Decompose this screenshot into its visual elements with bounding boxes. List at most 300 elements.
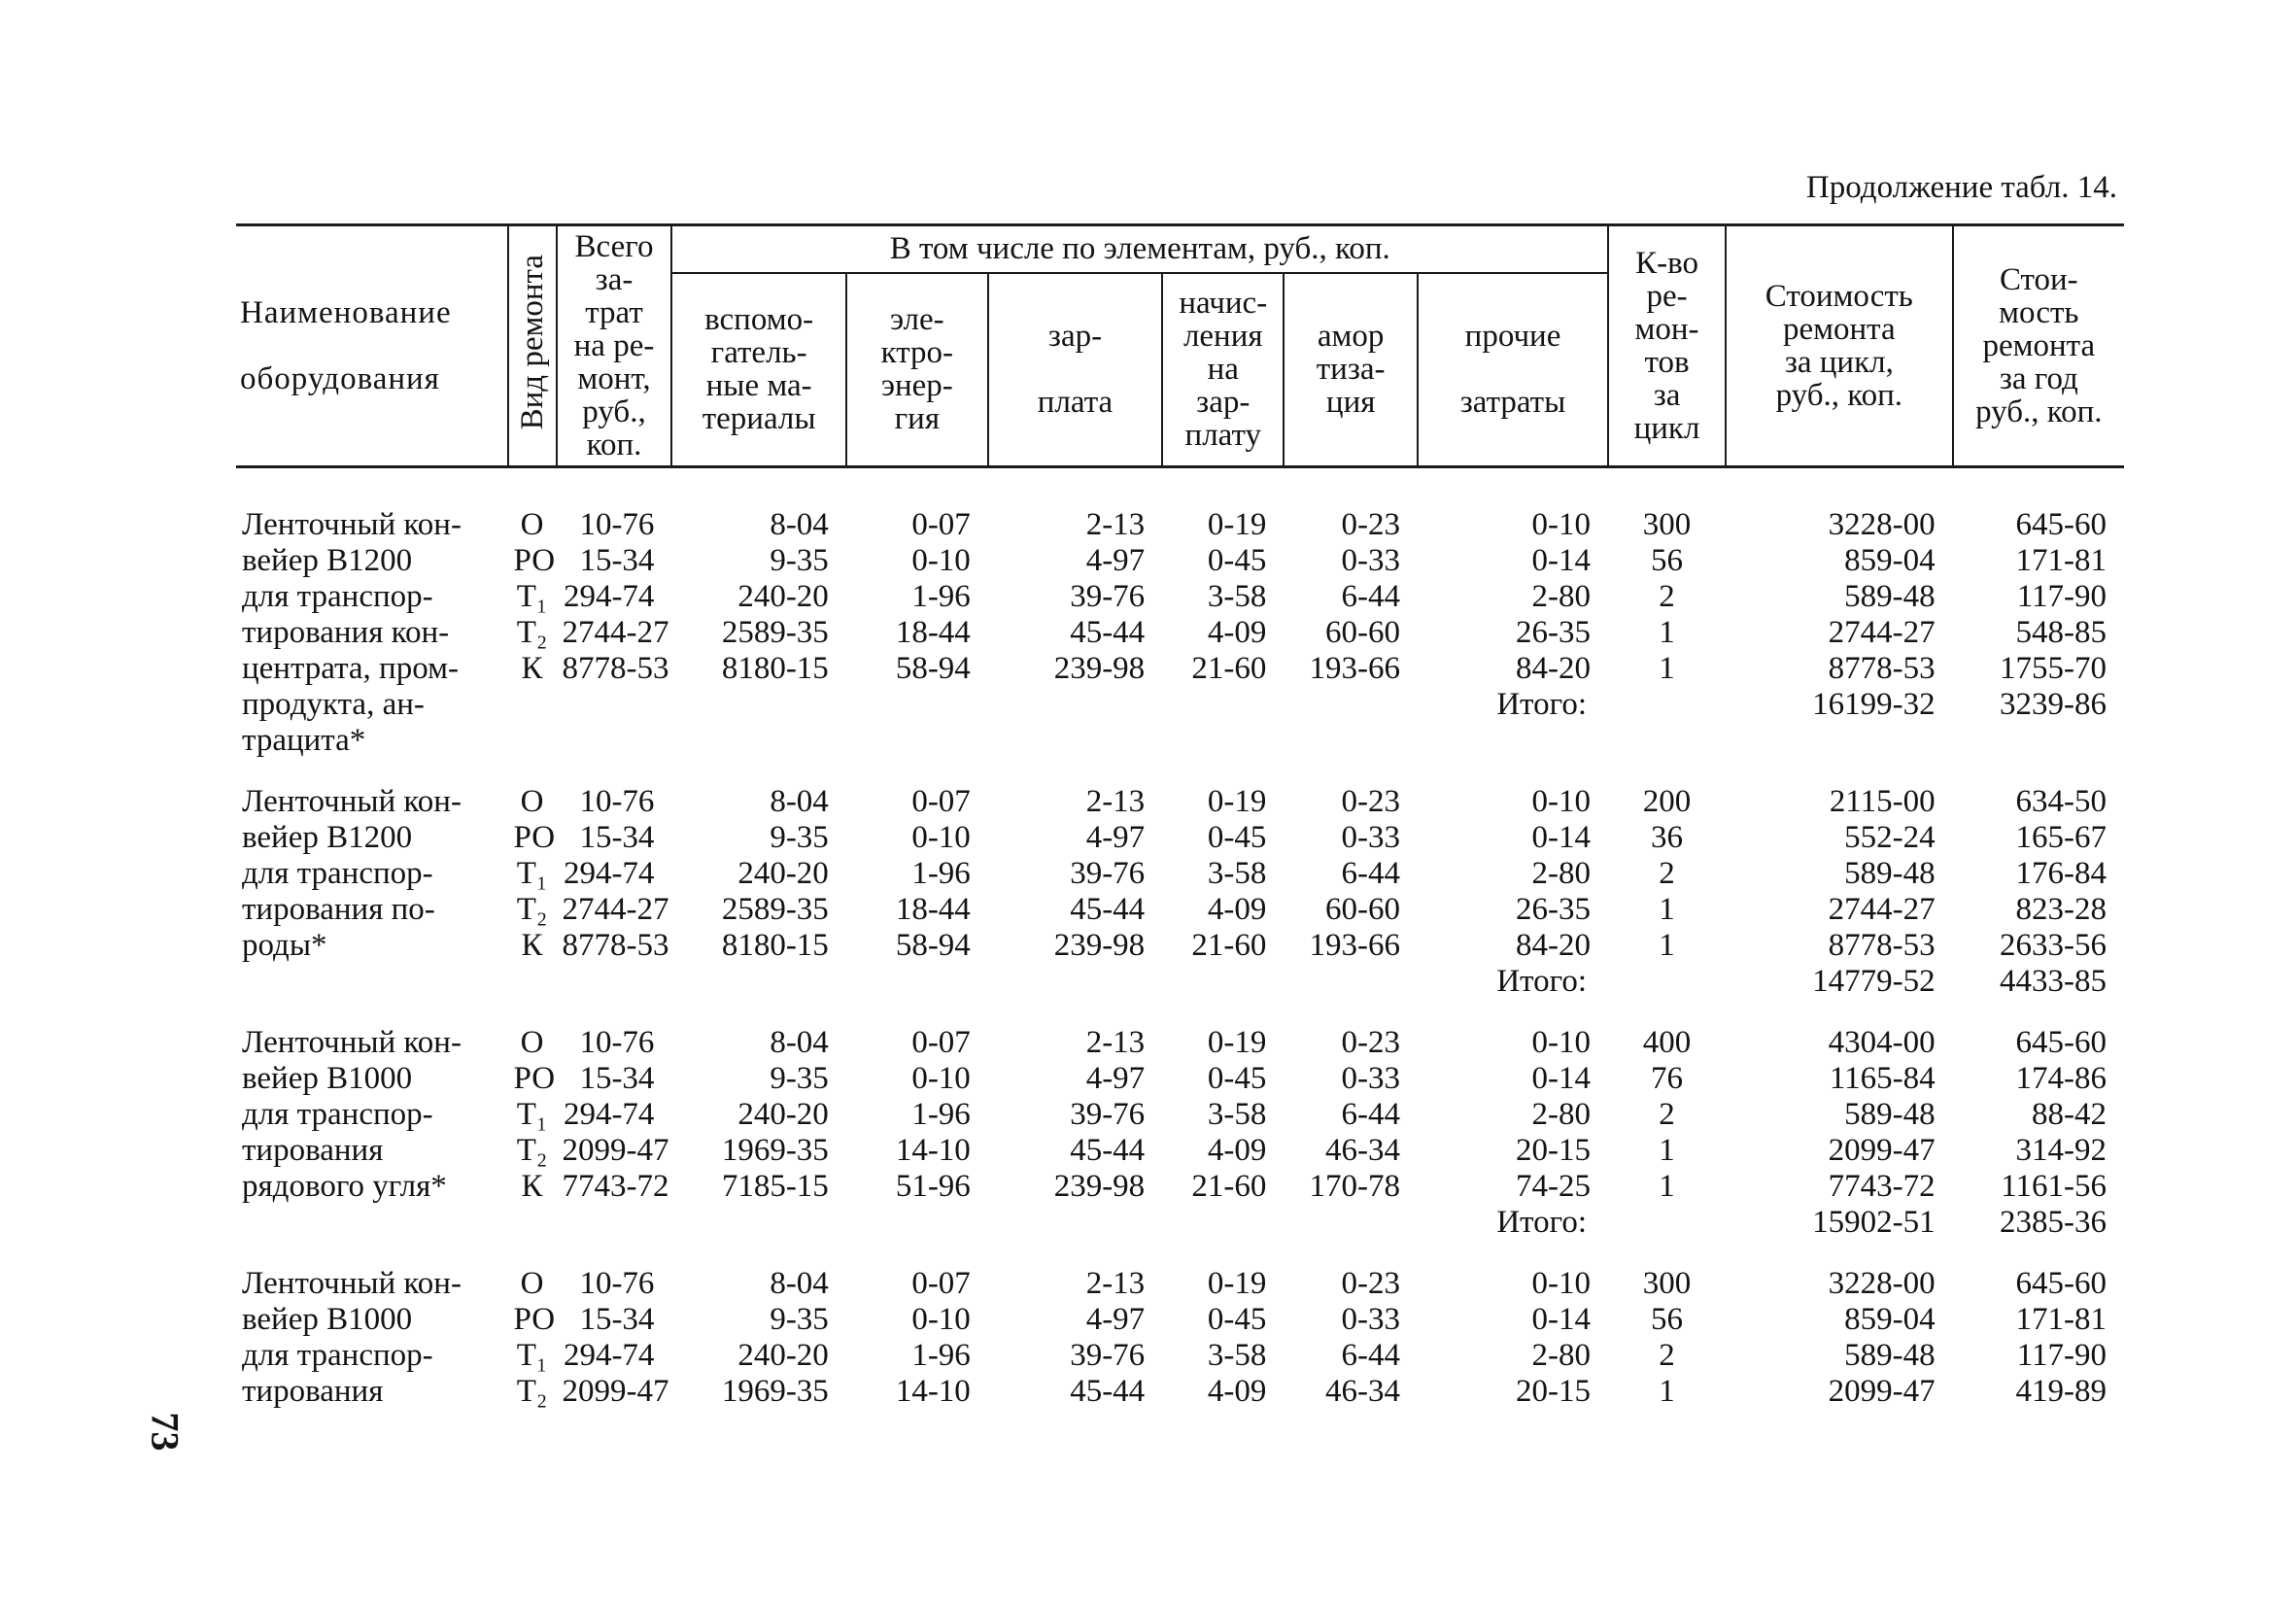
header-cost-year bbox=[1953, 225, 2124, 467]
salary-cell: 45-44 bbox=[1070, 1133, 1146, 1168]
table-body bbox=[236, 467, 2124, 1411]
other-cell: 0-10 bbox=[1531, 1266, 1592, 1301]
header-line: гия bbox=[894, 401, 940, 437]
accruals-cell: 0-45 bbox=[1207, 1302, 1267, 1337]
total-cell: 2744-27 bbox=[562, 615, 669, 650]
cost-year-cell: 88-42 bbox=[2032, 1097, 2107, 1132]
cost-year-cell: 117-90 bbox=[2016, 1338, 2107, 1373]
cost-cycle-cell: 859-04 bbox=[1844, 1302, 1936, 1337]
header-line: Стоимость bbox=[1765, 279, 1913, 314]
cost-cycle-cell: 4304-00 bbox=[1828, 1025, 1936, 1060]
materials-cell: 7185-15 bbox=[721, 1169, 829, 1204]
table-row bbox=[236, 964, 2124, 1000]
count-cell: 1 bbox=[1659, 1374, 1675, 1409]
other-cell: 0-14 bbox=[1531, 543, 1592, 578]
empty-cell bbox=[1608, 687, 1726, 723]
other-cell: 84-20 bbox=[1516, 928, 1592, 963]
other-cell: 20-15 bbox=[1516, 1374, 1592, 1409]
table-row bbox=[236, 615, 2124, 651]
header-cost-cycle bbox=[1726, 225, 1953, 467]
salary-cell: 2-13 bbox=[1085, 1266, 1146, 1301]
count-cell: 400 bbox=[1642, 1025, 1692, 1060]
salary-cell: 39-76 bbox=[1070, 1338, 1146, 1373]
equipment-name-line: для транспор- bbox=[242, 856, 433, 891]
total-cell: 15-34 bbox=[579, 820, 655, 855]
count-cell: 1 bbox=[1659, 928, 1675, 963]
table-row bbox=[236, 1302, 2124, 1338]
materials-cell: 8-04 bbox=[770, 507, 829, 542]
cost-year-cell: 176-84 bbox=[2015, 856, 2107, 891]
repair-type-cell: Т₁ bbox=[516, 1097, 548, 1132]
table-row bbox=[236, 1374, 2124, 1410]
electric-cell: 58-94 bbox=[895, 651, 971, 686]
accruals-cell: 21-60 bbox=[1191, 651, 1267, 686]
electric-cell: 0-10 bbox=[911, 1061, 971, 1096]
cost-cycle-cell: 589-48 bbox=[1844, 1338, 1936, 1373]
header-line: Стои- bbox=[1999, 262, 2078, 297]
amortization-cell: 6-44 bbox=[1341, 1097, 1400, 1132]
header-line: за- bbox=[595, 262, 634, 297]
repair-type-cell: РО bbox=[513, 1061, 556, 1096]
count-cell: 2 bbox=[1659, 579, 1675, 614]
count-cell: 1 bbox=[1659, 651, 1675, 686]
cost-cycle-cell: 2744-27 bbox=[1828, 892, 1936, 927]
header-line: ремонта bbox=[1982, 328, 2096, 363]
electric-cell: 18-44 bbox=[895, 892, 971, 927]
cost-table bbox=[236, 223, 2124, 1410]
count-cell: 2 bbox=[1659, 1097, 1675, 1132]
itogo-cost-cycle: 16199-32 bbox=[1812, 687, 1936, 722]
amortization-cell: 0-33 bbox=[1341, 820, 1400, 855]
amortization-cell: 0-33 bbox=[1341, 543, 1400, 578]
electric-cell: 0-07 bbox=[911, 1025, 971, 1060]
total-cell: 294-74 bbox=[563, 856, 655, 891]
repair-type-cell: К bbox=[521, 651, 543, 686]
electric-cell: 0-07 bbox=[911, 1266, 971, 1301]
cost-year-cell: 165-67 bbox=[2015, 820, 2107, 855]
equipment-name-line: вейер В1200 bbox=[242, 543, 413, 578]
header-count bbox=[1608, 225, 1726, 467]
accruals-cell: 4-09 bbox=[1207, 1374, 1267, 1409]
header-line: ре- bbox=[1646, 279, 1688, 314]
cost-year-cell: 1161-56 bbox=[2001, 1169, 2107, 1204]
total-cell: 15-34 bbox=[579, 543, 655, 578]
itogo-cost-cycle: 15902-51 bbox=[1812, 1205, 1936, 1240]
header-line: вспомо- bbox=[704, 302, 814, 338]
header-line: тиза- bbox=[1316, 352, 1386, 388]
accruals-cell: 0-45 bbox=[1207, 820, 1267, 855]
equipment-name-line bbox=[236, 1205, 508, 1241]
header-line: К-во bbox=[1635, 246, 1698, 281]
accruals-cell: 4-09 bbox=[1207, 615, 1267, 650]
table-row bbox=[236, 723, 2124, 759]
amortization-cell: 60-60 bbox=[1324, 615, 1400, 650]
total-cell: 8778-53 bbox=[562, 928, 669, 963]
total-cell: 294-74 bbox=[563, 1338, 655, 1373]
materials-cell: 8180-15 bbox=[721, 651, 829, 686]
header-line: плату bbox=[1184, 418, 1261, 454]
equipment-name-line: тирования bbox=[242, 1374, 384, 1409]
repair-type-cell: Т₂ bbox=[516, 1374, 548, 1409]
empty-cell bbox=[1608, 1205, 1726, 1241]
electric-cell: 0-07 bbox=[911, 507, 971, 542]
header-line: коп. bbox=[586, 427, 642, 462]
electric-cell: 0-10 bbox=[911, 820, 971, 855]
materials-cell: 240-20 bbox=[737, 856, 829, 891]
cost-cycle-cell: 589-48 bbox=[1844, 856, 1936, 891]
materials-cell: 1969-35 bbox=[721, 1133, 829, 1168]
amortization-cell: 46-34 bbox=[1324, 1374, 1400, 1409]
cost-year-cell: 171-81 bbox=[2015, 543, 2107, 578]
header-line: на bbox=[1207, 352, 1239, 388]
empty-cell bbox=[508, 964, 557, 1000]
accruals-cell: 4-09 bbox=[1207, 892, 1267, 927]
header-line: руб., коп. bbox=[1975, 394, 2103, 429]
amortization-cell: 0-33 bbox=[1341, 1061, 1400, 1096]
salary-cell: 2-13 bbox=[1085, 507, 1146, 542]
equipment-name-line: продукта, ан- bbox=[242, 687, 425, 722]
materials-cell: 240-20 bbox=[737, 1338, 829, 1373]
header-line: ремонта bbox=[1782, 312, 1896, 347]
cost-year-cell: 548-85 bbox=[2015, 615, 2107, 650]
amortization-cell: 60-60 bbox=[1324, 892, 1400, 927]
repair-type-cell: Т₂ bbox=[516, 1133, 548, 1168]
materials-cell: 9-35 bbox=[770, 820, 829, 855]
total-cell: 15-34 bbox=[579, 1302, 655, 1337]
cost-year-cell: 823-28 bbox=[2015, 892, 2107, 927]
cost-cycle-cell: 8778-53 bbox=[1828, 651, 1936, 686]
empty-cell bbox=[1608, 964, 1726, 1000]
header-line: зар- bbox=[1047, 319, 1103, 355]
salary-cell: 4-97 bbox=[1085, 543, 1146, 578]
amortization-cell: 6-44 bbox=[1341, 856, 1400, 891]
cost-year-cell: 117-90 bbox=[2016, 579, 2107, 614]
repair-type-cell: К bbox=[521, 928, 543, 963]
equipment-name-line: вейер В1000 bbox=[242, 1302, 413, 1337]
salary-cell: 39-76 bbox=[1070, 856, 1146, 891]
total-cell: 2099-47 bbox=[562, 1133, 669, 1168]
other-cell: 0-10 bbox=[1531, 1025, 1592, 1060]
cost-cycle-cell: 3228-00 bbox=[1828, 507, 1936, 542]
empty-cell bbox=[557, 687, 1418, 723]
cost-year-cell: 645-60 bbox=[2015, 507, 2107, 542]
other-cell: 0-14 bbox=[1531, 820, 1592, 855]
header-line: прочие bbox=[1464, 319, 1561, 355]
count-cell: 56 bbox=[1651, 1302, 1684, 1337]
itogo-label: Итого: bbox=[1496, 964, 1588, 999]
materials-cell: 8180-15 bbox=[721, 928, 829, 963]
amortization-cell: 0-23 bbox=[1341, 1025, 1400, 1060]
table-row bbox=[236, 1061, 2124, 1097]
repair-type-cell: Т₁ bbox=[516, 1338, 548, 1373]
empty-cell bbox=[508, 1205, 557, 1241]
cost-year-cell: 1755-70 bbox=[2000, 651, 2107, 686]
total-cell: 10-76 bbox=[579, 507, 655, 542]
header-line: руб., коп. bbox=[1775, 378, 1903, 413]
other-cell: 2-80 bbox=[1531, 579, 1592, 614]
header-other bbox=[1418, 273, 1608, 467]
equipment-name-line bbox=[236, 964, 508, 1000]
count-cell: 56 bbox=[1651, 543, 1684, 578]
header-line: трат bbox=[585, 295, 643, 330]
other-cell: 26-35 bbox=[1516, 892, 1592, 927]
accruals-cell: 0-45 bbox=[1207, 543, 1267, 578]
equipment-name-line: тирования кон- bbox=[242, 615, 450, 650]
total-cell: 294-74 bbox=[563, 1097, 655, 1132]
count-cell: 300 bbox=[1642, 507, 1692, 542]
electric-cell: 1-96 bbox=[911, 856, 971, 891]
header-amortization bbox=[1284, 273, 1418, 467]
itogo-label: Итого: bbox=[1496, 1205, 1588, 1240]
equipment-name-line: тирования bbox=[242, 1133, 384, 1168]
header-total bbox=[557, 225, 672, 467]
equipment-name-line: Ленточный кон- bbox=[242, 1266, 462, 1301]
other-cell: 0-14 bbox=[1531, 1061, 1592, 1096]
header-line: ления bbox=[1182, 319, 1263, 355]
other-cell: 26-35 bbox=[1516, 615, 1592, 650]
table-row bbox=[236, 579, 2124, 615]
accruals-cell: 0-19 bbox=[1207, 1266, 1267, 1301]
cost-cycle-cell: 2099-47 bbox=[1828, 1374, 1936, 1409]
header-line: начис- bbox=[1179, 286, 1268, 322]
amortization-cell: 193-66 bbox=[1309, 651, 1400, 686]
accruals-cell: 0-19 bbox=[1207, 784, 1267, 819]
materials-cell: 8-04 bbox=[770, 1266, 829, 1301]
header-line: за цикл, bbox=[1784, 345, 1894, 380]
itogo-label: Итого: bbox=[1496, 687, 1588, 722]
cost-year-cell: 174-86 bbox=[2015, 1061, 2107, 1096]
table-row bbox=[236, 1205, 2124, 1241]
electric-cell: 58-94 bbox=[895, 928, 971, 963]
accruals-cell: 0-19 bbox=[1207, 507, 1267, 542]
empty-cell bbox=[508, 723, 2125, 759]
accruals-cell: 3-58 bbox=[1207, 579, 1267, 614]
electric-cell: 51-96 bbox=[895, 1169, 971, 1204]
total-cell: 8778-53 bbox=[562, 651, 669, 686]
equipment-name-line: роды* bbox=[242, 928, 327, 963]
materials-cell: 240-20 bbox=[737, 1097, 829, 1132]
other-cell: 20-15 bbox=[1516, 1133, 1592, 1168]
cost-cycle-cell: 589-48 bbox=[1844, 1097, 1936, 1132]
header-group: В том числе по элементам, руб., коп. bbox=[671, 225, 1608, 273]
accruals-cell: 3-58 bbox=[1207, 1338, 1267, 1373]
table-row bbox=[236, 784, 2124, 820]
repair-type-cell: О bbox=[520, 784, 544, 819]
itogo-cost-year: 3239-86 bbox=[2000, 687, 2107, 722]
accruals-cell: 0-19 bbox=[1207, 1025, 1267, 1060]
equipment-name-line: Ленточный кон- bbox=[242, 507, 462, 542]
count-cell: 2 bbox=[1659, 1338, 1675, 1373]
repair-type-cell: К bbox=[521, 1169, 543, 1204]
table-row bbox=[236, 1097, 2124, 1133]
repair-type-cell: О bbox=[520, 1266, 544, 1301]
electric-cell: 18-44 bbox=[895, 615, 971, 650]
materials-cell: 9-35 bbox=[770, 1061, 829, 1096]
equipment-name-line: Ленточный кон- bbox=[242, 784, 462, 819]
cost-cycle-cell: 2099-47 bbox=[1828, 1133, 1936, 1168]
cost-cycle-cell: 2115-00 bbox=[1829, 784, 1936, 819]
electric-cell: 1-96 bbox=[911, 1097, 971, 1132]
materials-cell: 1969-35 bbox=[721, 1374, 829, 1409]
header-line: Всего bbox=[574, 229, 654, 264]
electric-cell: 14-10 bbox=[895, 1374, 971, 1409]
other-cell: 0-14 bbox=[1531, 1302, 1592, 1337]
header-line: териалы bbox=[702, 401, 816, 437]
header-repair-type: Вид ремонта bbox=[508, 225, 557, 467]
header-line: затраты bbox=[1459, 385, 1566, 421]
itogo-cost-year: 4433-85 bbox=[2000, 964, 2107, 999]
salary-cell: 239-98 bbox=[1053, 651, 1146, 686]
count-cell: 1 bbox=[1659, 615, 1675, 650]
equipment-name-line: для транспор- bbox=[242, 579, 433, 614]
header-line: тов bbox=[1644, 345, 1690, 380]
salary-cell: 4-97 bbox=[1085, 1061, 1146, 1096]
cost-year-cell: 634-50 bbox=[2015, 784, 2107, 819]
cost-year-cell: 419-89 bbox=[2015, 1374, 2107, 1409]
total-cell: 10-76 bbox=[579, 784, 655, 819]
materials-cell: 8-04 bbox=[770, 1025, 829, 1060]
repair-type-cell: О bbox=[520, 1025, 544, 1060]
other-cell: 2-80 bbox=[1531, 1097, 1592, 1132]
amortization-cell: 170-78 bbox=[1309, 1169, 1400, 1204]
header-line: плата bbox=[1037, 385, 1114, 421]
count-cell: 1 bbox=[1659, 1169, 1675, 1204]
cost-year-cell: 171-81 bbox=[2015, 1302, 2107, 1337]
other-cell: 0-10 bbox=[1531, 784, 1592, 819]
header-line: гатель- bbox=[710, 335, 807, 371]
materials-cell: 9-35 bbox=[770, 543, 829, 578]
electric-cell: 1-96 bbox=[911, 579, 971, 614]
header-line: эле- bbox=[889, 302, 944, 338]
other-cell: 0-10 bbox=[1531, 507, 1592, 542]
electric-cell: 14-10 bbox=[895, 1133, 971, 1168]
materials-cell: 2589-35 bbox=[721, 615, 829, 650]
total-cell: 2744-27 bbox=[562, 892, 669, 927]
salary-cell: 39-76 bbox=[1070, 1097, 1146, 1132]
equipment-name-line: для транспор- bbox=[242, 1097, 433, 1132]
materials-cell: 8-04 bbox=[770, 784, 829, 819]
cost-cycle-cell: 589-48 bbox=[1844, 579, 1936, 614]
cost-cycle-cell: 8778-53 bbox=[1828, 928, 1936, 963]
salary-cell: 45-44 bbox=[1070, 1374, 1146, 1409]
table-row bbox=[236, 1025, 2124, 1061]
repair-type-cell: О bbox=[520, 507, 544, 542]
salary-cell: 4-97 bbox=[1085, 820, 1146, 855]
table-row bbox=[236, 651, 2124, 687]
table-row bbox=[236, 820, 2124, 856]
amortization-cell: 46-34 bbox=[1324, 1133, 1400, 1168]
repair-type-cell: РО bbox=[513, 820, 556, 855]
header-accruals bbox=[1162, 273, 1284, 467]
electric-cell: 0-10 bbox=[911, 1302, 971, 1337]
accruals-cell: 21-60 bbox=[1191, 928, 1267, 963]
count-cell: 36 bbox=[1651, 820, 1684, 855]
header-line: энер- bbox=[880, 368, 953, 404]
header-line: цикл bbox=[1633, 411, 1700, 446]
header-materials bbox=[671, 273, 845, 467]
salary-cell: 2-13 bbox=[1085, 1025, 1146, 1060]
table-row bbox=[236, 928, 2124, 964]
materials-cell: 9-35 bbox=[770, 1302, 829, 1337]
equipment-name-line: трацита* bbox=[242, 723, 366, 758]
repair-type-cell: РО bbox=[513, 543, 556, 578]
amortization-cell: 0-23 bbox=[1341, 1266, 1400, 1301]
equipment-name-line: Ленточный кон- bbox=[242, 1025, 462, 1060]
cost-year-cell: 2633-56 bbox=[2000, 928, 2107, 963]
itogo-cost-year: 2385-36 bbox=[2000, 1205, 2107, 1240]
total-cell: 2099-47 bbox=[562, 1374, 669, 1409]
amortization-cell: 0-33 bbox=[1341, 1302, 1400, 1337]
block-spacer bbox=[236, 467, 2124, 508]
table-row bbox=[236, 687, 2124, 723]
electric-cell: 1-96 bbox=[911, 1338, 971, 1373]
total-cell: 15-34 bbox=[579, 1061, 655, 1096]
cost-cycle-cell: 859-04 bbox=[1844, 543, 1936, 578]
header-line: на ре- bbox=[573, 328, 655, 363]
itogo-cost-cycle: 14779-52 bbox=[1812, 964, 1936, 999]
table-row bbox=[236, 543, 2124, 579]
equipment-name-line: рядового угля* bbox=[242, 1169, 447, 1204]
block-spacer bbox=[236, 1000, 2124, 1025]
empty-cell bbox=[508, 687, 557, 723]
salary-cell: 4-97 bbox=[1085, 1302, 1146, 1337]
total-cell: 294-74 bbox=[563, 579, 655, 614]
table-row bbox=[236, 1266, 2124, 1302]
header-line: ция bbox=[1325, 385, 1376, 421]
count-cell: 76 bbox=[1651, 1061, 1684, 1096]
materials-cell: 2589-35 bbox=[721, 892, 829, 927]
count-cell: 2 bbox=[1659, 856, 1675, 891]
equipment-name-line: для транспор- bbox=[242, 1338, 433, 1373]
repair-type-cell: Т₂ bbox=[516, 892, 548, 927]
cost-cycle-cell: 3228-00 bbox=[1828, 1266, 1936, 1301]
accruals-cell: 4-09 bbox=[1207, 1133, 1267, 1168]
salary-cell: 239-98 bbox=[1053, 928, 1146, 963]
amortization-cell: 6-44 bbox=[1341, 1338, 1400, 1373]
other-cell: 74-25 bbox=[1516, 1169, 1592, 1204]
repair-type-cell: Т₂ bbox=[516, 615, 548, 650]
equipment-name-line: вейер В1000 bbox=[242, 1061, 413, 1096]
cost-year-cell: 645-60 bbox=[2015, 1025, 2107, 1060]
accruals-cell: 21-60 bbox=[1191, 1169, 1267, 1204]
cost-cycle-cell: 1165-84 bbox=[1829, 1061, 1936, 1096]
header-line: зар- bbox=[1196, 385, 1251, 421]
equipment-name-line: центрата, пром- bbox=[242, 651, 459, 686]
table-row bbox=[236, 1133, 2124, 1169]
page-number: 73 bbox=[143, 1412, 188, 1452]
header-line: амор bbox=[1317, 319, 1385, 355]
header-line: за год bbox=[1999, 361, 2078, 396]
repair-type-cell: Т₁ bbox=[516, 579, 548, 614]
equipment-name-line: вейер В1200 bbox=[242, 820, 413, 855]
salary-cell: 2-13 bbox=[1085, 784, 1146, 819]
accruals-cell: 3-58 bbox=[1207, 1097, 1267, 1132]
total-cell: 10-76 bbox=[579, 1025, 655, 1060]
salary-cell: 39-76 bbox=[1070, 579, 1146, 614]
cost-cycle-cell: 2744-27 bbox=[1828, 615, 1936, 650]
accruals-cell: 0-45 bbox=[1207, 1061, 1267, 1096]
other-cell: 84-20 bbox=[1516, 651, 1592, 686]
total-cell: 10-76 bbox=[579, 1266, 655, 1301]
header-salary bbox=[988, 273, 1162, 467]
accruals-cell: 3-58 bbox=[1207, 856, 1267, 891]
header-line: руб., bbox=[582, 394, 646, 429]
table-caption: Продолжение табл. 14. bbox=[1805, 170, 2117, 205]
cost-year-cell: 645-60 bbox=[2015, 1266, 2107, 1301]
block-spacer bbox=[236, 759, 2124, 784]
empty-cell bbox=[557, 1205, 1418, 1241]
amortization-cell: 0-23 bbox=[1341, 784, 1400, 819]
